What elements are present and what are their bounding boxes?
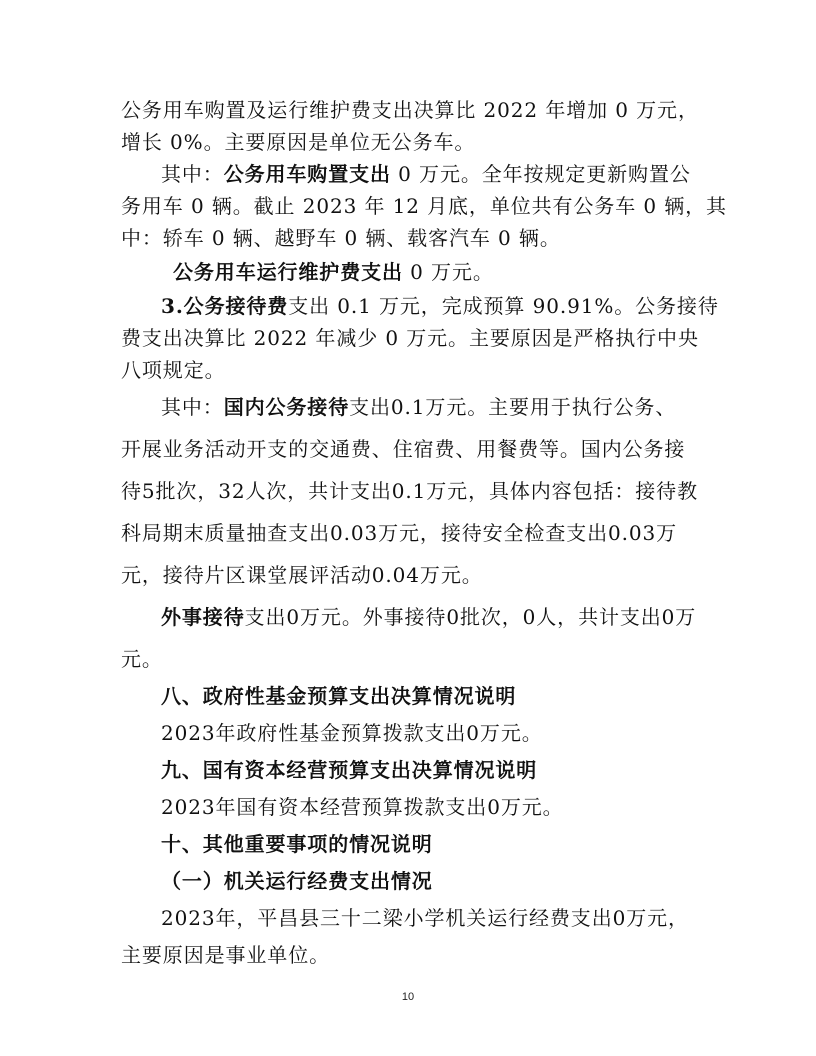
bold-term: 外事接待 — [161, 605, 245, 629]
paragraph-line-mixed: 公务用车运行维护费支出 0 万元。 — [173, 260, 494, 284]
body-text-line: 中：轿车 0 辆、越野车 0 辆、载客汽车 0 辆。 — [121, 226, 561, 250]
body-text-line: 增长 0%。主要原因是单位无公务车。 — [121, 130, 476, 154]
body-text-line: 2023年国有资本经营预算拨款支出0万元。 — [161, 795, 564, 819]
paragraph-line-mixed: 3.公务接待费支出 0.1 万元，完成预算 90.91%。公务接待 — [161, 294, 719, 318]
body-text-line: 元。 — [121, 647, 163, 671]
body-text-line: 八项规定。 — [121, 358, 226, 382]
body-text-line: 2023年，平昌县三十二梁小学机关运行经费支出0万元， — [161, 906, 689, 930]
body-text-line: 2023年政府性基金预算拨款支出0万元。 — [161, 721, 543, 745]
bold-term: 国内公务接待 — [223, 395, 350, 419]
paragraph-line-mixed: 其中：公务用车购置支出 0 万元。全年按规定更新购置公 — [161, 162, 691, 186]
body-text-line: 务用车 0 辆。截止 2023 年 12 月底，单位共有公务车 0 辆，其 — [121, 194, 727, 218]
body-text-line: 科局期末质量抽查支出0.03万元，接待安全检查支出0.03万 — [121, 521, 678, 545]
page-number: 10 — [401, 991, 415, 1003]
bold-term: 公务用车运行维护费支出 — [173, 260, 403, 284]
section-heading-9: 九、国有资本经营预算支出决算情况说明 — [161, 758, 538, 782]
document-page — [121, 0, 727, 1056]
body-text-line: 待5批次，32人次，共计支出0.1万元，具体内容包括：接待教 — [121, 479, 698, 503]
bold-term: 公务用车购置支出 — [223, 162, 391, 186]
body-text-line: 元，接待片区课堂展评活动0.04万元。 — [121, 563, 483, 587]
body-text-line: 主要原因是事业单位。 — [121, 943, 330, 967]
bold-term: 3.公务接待费 — [161, 294, 289, 318]
body-text-line: 公务用车购置及运行维护费支出决算比 2022 年增加 0 万元， — [121, 98, 699, 122]
section-heading-10: 十、其他重要事项的情况说明 — [161, 832, 433, 856]
body-text-line: 费支出决算比 2022 年减少 0 万元。主要原因是严格执行中央 — [121, 326, 699, 350]
subsection-heading: （一）机关运行经费支出情况 — [161, 869, 433, 893]
body-text-line: 开展业务活动开支的交通费、住宿费、用餐费等。国内公务接 — [121, 437, 686, 461]
paragraph-line-mixed: 其中：国内公务接待支出0.1万元。主要用于执行公务、 — [161, 395, 677, 419]
paragraph-line-mixed: 外事接待支出0万元。外事接待0批次，0人，共计支出0万 — [161, 605, 697, 629]
section-heading-8: 八、政府性基金预算支出决算情况说明 — [161, 684, 517, 708]
